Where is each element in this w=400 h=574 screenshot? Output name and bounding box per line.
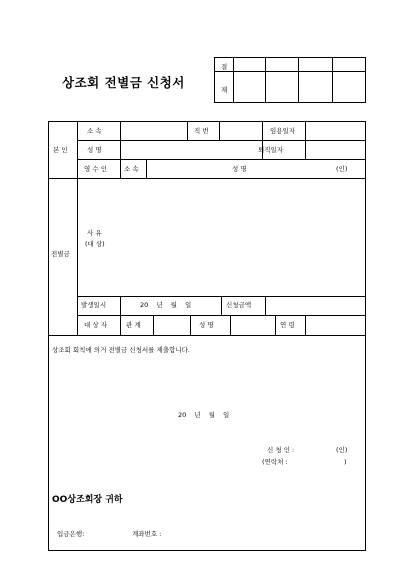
bank-label: 입금은행: bbox=[57, 530, 85, 538]
label-reason: 사 유 bbox=[87, 229, 102, 237]
applicant-contact-close: ) bbox=[344, 458, 347, 466]
approval-label-top: 결 bbox=[221, 63, 228, 71]
label-retire-date: 퇴직일자 bbox=[258, 146, 284, 154]
label-amount: 신청금액 bbox=[226, 301, 252, 309]
label-position: 직 번 bbox=[194, 127, 209, 135]
label-name: 성 명 bbox=[87, 146, 102, 154]
label-reason-target: (대 상) bbox=[85, 240, 105, 248]
label-affiliation: 소 속 bbox=[87, 127, 102, 135]
label-age: 연 령 bbox=[280, 321, 295, 329]
section-farewell-header: 전별금 bbox=[51, 250, 70, 258]
label-target: 대 상 자 bbox=[84, 321, 107, 329]
label-relation: 관 계 bbox=[126, 321, 141, 329]
section-self-header: 본 인 bbox=[53, 146, 68, 154]
application-date: 20 년 월 일 bbox=[178, 411, 230, 419]
recipient-line: OO상조회장 귀하 bbox=[52, 495, 123, 505]
applicant-contact: (연락처 : bbox=[262, 458, 288, 466]
label-recipient-name: 성 명 bbox=[232, 165, 247, 173]
declaration-text: 상조회 회칙에 의거 전별금 신청서를 제출합니다. bbox=[52, 346, 190, 354]
recipient-seal: (인) bbox=[336, 165, 348, 173]
label-target-name: 성 명 bbox=[199, 321, 214, 329]
label-occurrence-date: 발생일시 bbox=[81, 301, 107, 309]
label-recipient-affiliation: 소 속 bbox=[124, 165, 139, 173]
approval-label-bottom: 재 bbox=[221, 86, 228, 94]
applicant-seal: (인) bbox=[336, 446, 348, 454]
account-label: 계좌번호 : bbox=[132, 530, 162, 538]
form-title: 상조회 전별금 신청서 bbox=[62, 75, 185, 90]
label-hire-date: 임용일자 bbox=[270, 127, 296, 135]
applicant-label: 신 청 인 : bbox=[267, 446, 295, 454]
label-recipient: 영 수 인 bbox=[84, 165, 107, 173]
occurrence-date-value: 20 년 월 일 bbox=[140, 301, 192, 309]
